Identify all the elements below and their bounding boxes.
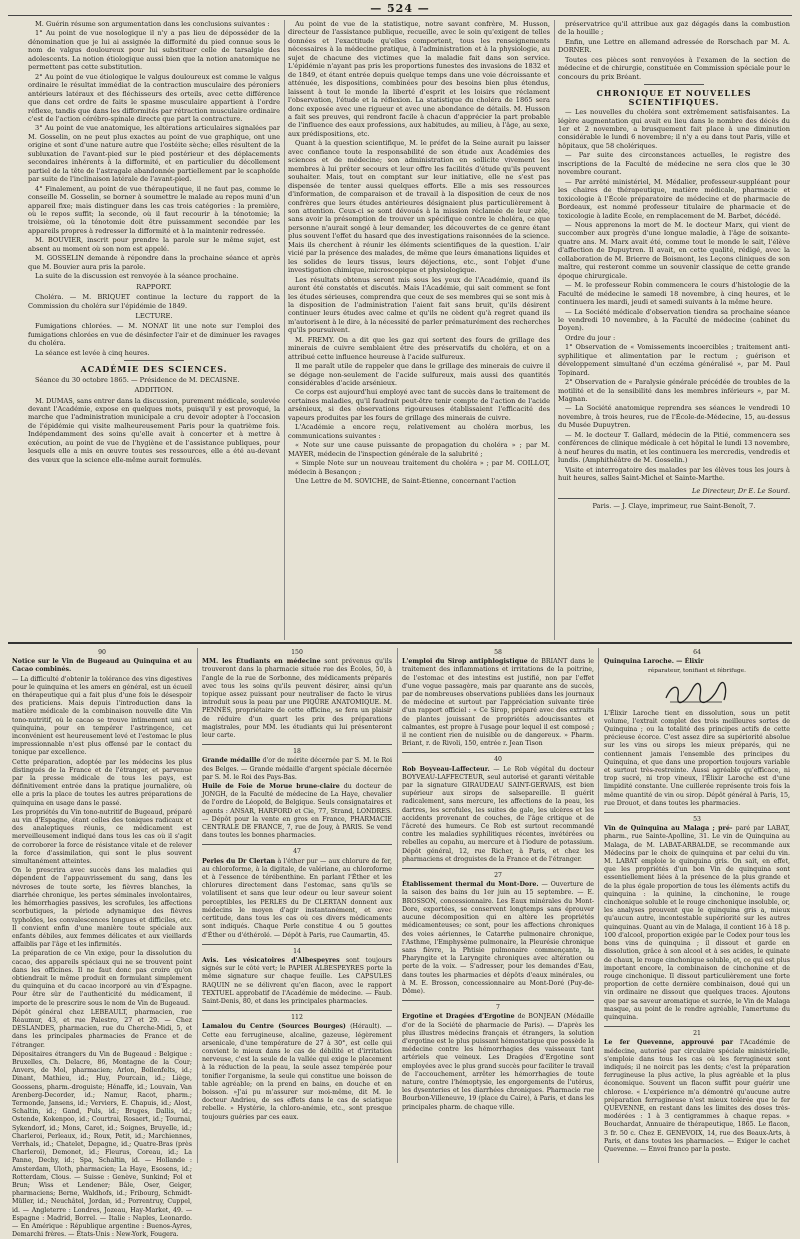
ad-text: (Hérault). — Cette eau ferrugineuse, alcaline, gazeuse, légèrement arsenicale, d'une température de 27 à 30°, est celle qui convient le mieux dans le cas de débilité et d'irritation nerveuse, c'est la seule de la vallée qui exige le placement à la réduction de la peau, la seule assez tempérée pour tonifier l'organisme, la seule qui constitue une boisson de table agréable; on la prend en bains, en douche et en boisson. »J'ai pu m'assurer sur moi-même, dit M. le docteur Andrieu, de ses effets dans le cas de sciatique rebelle. » Hystérie, la chloro-anémie, etc., sont presque toujours guéries par ces eaux. xyxy=(202,1023,392,1121)
paragraph: Fumigations chlorées. — M. NONAT lit une note sur l'emploi des fumigations chlorées en vue de désinfecter l'air et de diminuer les ravages du choléra. xyxy=(28,322,280,348)
ad-text: du docteur de JONGH, de la Faculté de médecine de La Haye, chevalier de l'ordre de Léopold, de Belgique. Seuls consignataires et agents : ANSAR, HARFORD et Cie, 77, Strand, LONDRES. — Dépôt pour la vente en gros en France, PHARMACIE CENTRALE DE FRANCE, 7, rue de Jouy, à PARIS. Se vend dans toutes les bonnes pharmacies. xyxy=(202,783,392,840)
ad-mont-dore xyxy=(402,881,594,996)
printer-line: Paris. — J. Claye, imprimeur, rue Saint-Benoît, 7. xyxy=(592,502,756,511)
director-signature: Le Directeur, Dr E. Le Sourd. xyxy=(691,486,790,495)
divider xyxy=(202,1010,392,1011)
ad-number: 18 xyxy=(293,748,301,756)
ad-title: Lamalou du Centre (Sources Bourges) xyxy=(202,1023,346,1031)
paragraph: M. GOSSELIN demande à répondre dans la prochaine séance et après que M. Bouvier aura pris la parole. xyxy=(28,254,280,271)
paragraph: Ce corps est aujourd'hui employé avec tant de succès dans le traitement de certaines maladies, qu'il faudrait peut-être tenir compte de l'action de l'acide arsénieux, si des observations rigoureuses établissaient l'efficacité des vapeurs produites par les fours de grillage des minerais de cuivre. xyxy=(288,388,550,422)
paragraph: — Par suite des circonstances actuelles, le registre des inscriptions de la Faculté de médecine ne sera clos que le 30 novembre courant. xyxy=(558,151,790,177)
academy-heading: ACADÉMIE DES SCIENCES. xyxy=(80,364,228,375)
ad-number: 40 xyxy=(494,756,502,764)
paragraph: Une Lettre de M. SOVICHE, de Saint-Étienne, concernant l'action xyxy=(295,477,516,486)
divider xyxy=(202,844,392,845)
divider xyxy=(202,744,392,745)
ad-paragraph: La préparation de ce Vin exige, pour la dissolution du cacao, des appareils spéciaux qui ne se trouvent point dans les officines. Il ne faut donc pas croire qu'on obtiendrait le même produit en formulant simplement du quinquina et du cacao incorporé au vin d'Espagne. Pour être sûr de l'authenticité du médicament, il importe de le prescrire sous le nom de Vin de Bugeaud. xyxy=(12,950,192,1007)
ad-title: Ergotine et Dragées d'Ergotine xyxy=(402,1013,515,1021)
ad-title: L'emploi du Sirop antiphlogistique xyxy=(402,658,528,666)
addition-heading: ADDITION. xyxy=(134,386,174,395)
lecture-heading: LECTURE. xyxy=(135,311,173,320)
paragraph: La suite de la discussion est renvoyée à la séance prochaine. xyxy=(35,272,239,281)
column-divider xyxy=(598,648,599,1163)
divider xyxy=(558,498,790,499)
divider xyxy=(124,360,184,361)
ad-subtitle: réparateur, tonifiant et fébrifuge. xyxy=(648,668,746,675)
ad-title: Notice sur le Vin de Bugeaud au Quinquina et au Cacao combinés. xyxy=(12,658,192,674)
ad-sirop-briant xyxy=(402,658,594,748)
ad-number: 47 xyxy=(293,848,301,856)
ad-text: l'Académie de médecine, autorisé par circulaire spéciale ministérielle, s'emploie dans tous les cas où les ferrugineux sont indiqués; il ne noircit pas les dents; c'est la préparation ferrugineuse la plus active, la plus agréable et la plus économique. Souvent un flacon suffit pour guérir une chlorose. « L'expérience m'a démontré qu'aucune autre préparation ferrugineuse n'est mieux tolérée que le fer QUEVENNE, en restant dans les limites des doses très-modérées : 1 à 3 centigrammes à chaque repas. » Bouchardat, Annuaire de thérapeutique, 1865. Le flacon, 3 fr. 50 c. Chez E. GENEVOIX, 14, rue des Beaux-Arts, à Paris, et dans toutes les pharmacies. — Exiger le cachet Quevenne. — Envoi franco par la poste. xyxy=(604,1039,790,1153)
paragraph: Ordre du jour : xyxy=(565,333,616,342)
paragraph: 2° Au point de vue étiologique le valgus douloureux est comme le valgus ordinaire le résultat immédiat de la contraction musculaire des péroniers antérieurs latéraux et des fléchisseurs des orteils, avec cette différence que dans cet ordre de faits le spasme musculaire appartient à l'ordre réflexe, tandis que dans les difformités par rétraction musculaire ordinaire c'est de l'action cérébro-spinale directe que part la contracture. xyxy=(28,72,280,123)
ad-number: 21 xyxy=(693,1030,701,1038)
ad-number: 112 xyxy=(291,1014,303,1022)
paragraph: La séance est levée à cinq heures. xyxy=(35,348,150,357)
divider xyxy=(604,1026,790,1027)
column-left xyxy=(28,20,280,642)
ad-paragraph: Dépositaires étrangers du Vin de Bugeaud : Belgique : Bruxelles, Ch. Delacre, 86, Montagne de la Cour; Anvers, de Mol, pharmacien; Arlon, Bollenfelts, id.; Dinant, Mathieu, id.; Huy, Pourcain, id.; Liège, Goossens, pharm.-droguiste; Hénaffe, id.; Louvain, Van Arenberg-Decorder, id.; Namur, Racot, pharm.; Termonde, Jansens, id.; Verviers, E. Chapuis, id.; Alost, Schaltin, id.; Gand, Puls, id.; Bruges, Dallis, id.; Ostende, Kokenpoo, id.; Courtrai, Rosaert, id.; Tournai, Sykendorf, id.; Mons, Caret, id.; Soignes, Bruyelle, id.; Charleroi, Perleaux, id.; Roux, Petit, id.; Marchiennes, Verrhals, id.; Chatelet, Depagne, id.; Quatre-Bras (près Charleroi), Demonet, id.; Fleurus, Coreau, id.; La Panne, Dechy, id.; Spa, Schaltin, id. — Hollande : Amsterdam, Uloth, pharmacien; La Haye, Esosens, id.; Rotterdam, Clous. — Suisse : Genève, Sunkind; Fol et Brun; Wiss et Lendener; Bâle, Oser, Geiger, pharmaciens; Berne, Waldhofs, id.; Fribourg, Schmidt-Müller, id.; Neuchâtel, Jordan, id.; Porrentruy, Cuppel, id. — Angleterre : Londres, Jozeau, Hay-Market, 49. — Espagne : Madrid, Borrel. — Italie : Naples, Leonardo. — En Amérique : République argentine : Buenos-Ayres, Demarchi frères. — États-Unis : New-York, Fougera. xyxy=(12,1050,192,1239)
ad-number: 90 xyxy=(98,649,106,656)
paragraph: « Note sur une cause puissante de propagation du choléra » ; par M. MAYER, médecin de l'inspection générale de la salubrité ; xyxy=(288,441,550,458)
page-number: — 524 — xyxy=(370,2,430,15)
ad-number: 7 xyxy=(496,1004,500,1012)
column-divider xyxy=(554,20,555,640)
ad-paragraph: On le prescrira avec succès dans les maladies qui dépendent de l'appauvrissement du sang, dans les névroses de toute sorte, les fièvres blanches, la diarrhée chronique, les pertes séminales involontaires, les hémorrhagies passives, les scrofules, les affections scorbutiques, la période adynamique des fièvres typhoïdes, les convalescences longues et difficiles, etc. Il convient enfin d'une manière toute spéciale aux enfants débiles, aux femmes délicates et aux vieillards affaiblis par l'âge et les infirmités. xyxy=(12,867,192,949)
session-line: Séance du 30 octobre 1865. — Présidence de M. DECAISNE. xyxy=(35,375,240,384)
paragraph: Toutes ces pièces sont renvoyées à l'examen de la section de médecine et de chirurgie, constituée en Commission spéciale pour le concours du prix Bréant. xyxy=(558,55,790,81)
column-divider xyxy=(197,648,198,1163)
divider xyxy=(604,812,790,813)
column-divider xyxy=(397,648,398,1163)
ad-text: — Le Rob végétal du docteur BOYVEAU-LAFFECTEUR, seul autorisé et garanti véritable par la signature GIRAUDEAU SAINT-GERVAIS, est bien supérieur aux sirops de salsepareille. Il guérit radicalement, sans mercure, les affections de la peau, les dartres, les scrofules, les suites de gale, les ulcères et les accidents provenant de couches, de l'âge critique et de l'âcreté des humeurs. Ce Rob est surtout recommandé contre les maladies syphilitiques récentes, invétérées ou rebelles au copahu, au mercure et à l'iodure de potassium. Dépôt général, 12, rue Richer, à Paris, et chez les pharmaciens et droguistes de la France et de l'étranger. xyxy=(402,765,594,863)
ad-title: Perles du Dr Clertan xyxy=(202,857,276,865)
ad-etudiants xyxy=(202,658,392,740)
ad-text: sont toujours signés sur le côté vert; le PAPIER ALBESPEYRES porte la même signature sur chaque feuille. Les CAPSULES RAQUIN ne se délivrent qu'en flacon, avec le rapport TEXTUEL approbatif de l'Académie de médecine. — Faub. Saint-Denis, 80, et dans les principales pharmacies. xyxy=(202,956,392,1005)
ad-text: — Ouverture de la saison des bains du 1er juin au 15 septembre. — E. BROSSON, concessionnaire. Les Eaux minérales du Mont-Dore, exportées, se conservent longtemps sans éprouver aucune décomposition qui en altère les propriétés médicamenteuses; ce sont, pour les affections chroniques des voies aériennes, le Catarrhe pulmonaire chronique, l'Asthme, l'Emphysème pulmonaire, la Pleurésie chronique sans fièvre, la Phtisie pulmonaire commençante, la Pharyngite et la Laryngite chroniques avec altération ou perte de la voix. — S'adresser, pour les demandes d'Eau, dans toutes les pharmacies et dépôts d'eaux minérales, ou à M. E. Brosson, concessionnaire au Mont-Doré (Puy-de-Dôme). xyxy=(402,881,594,995)
ad-paragraph: Cette préparation, adoptée par les médecins les plus distingués de la France et de l'étranger, et parvenue par la presse médicale de tous les pays, est définitivement entrée dans la pratique journalière, où elle a pris la place de toutes les autres préparations de quinquina en usage dans le passé. xyxy=(12,758,192,807)
column-divider xyxy=(284,20,285,640)
paragraph: 1° Observation de « Vomissements incoercibles ; traitement anti-syphilitique et alimentation par le rectum ; guérison et développement simultané d'un eczéma généralisé », par M. Paul Topinard. xyxy=(558,343,790,377)
ad-medaille xyxy=(202,757,392,840)
ad-text: L'Élixir Laroche tient en dissolution, sous un petit volume, l'extrait complet des trois meilleures sortes de Quinquina ; ou la totalité des principes actifs de cette précieuse écorce. C'est assez dire sa supériorité absolue sur les vins ou sirops les mieux préparés, qui ne contiennent jamais l'ensemble des principes du Quinquina, et que dans une proportion toujours variable et surtout très-restreinte. Aussi agréable qu'efficace, ni trop sucré, ni trop vineux, l'Élixir Laroche est d'une limpidité constante. Une cuillerée représente trois fois la même quantité de vin ou sirop. Dépôt général à Paris, 15, rue Drouot, et dans toutes les pharmacies. xyxy=(604,709,790,807)
ad-title: Le fer Quevenne, approuvé par xyxy=(604,1039,734,1047)
paragraph: M. DUMAS, sans entrer dans la discussion, purement médicale, soulevée devant l'Académie, expose en quelques mots, puisqu'il y est provoqué, la marche que l'administration municipale a cru devoir adopter à l'occasion de l'épidémie qui visite malheureusement Paris pour la quatrième fois. Indépendamment des soins qu'elle avait à concerter et à mettre à exécution, au point de vue de l'hygiène et de l'assistance publiques, pour lesquels elle a mis en œuvre toutes ses ressources, elle a été au-devant des vœux que la science elle-même aurait formulés. xyxy=(28,396,280,464)
paragraph: M. Guérin résume son argumentation dans les conclusions suivantes : xyxy=(35,20,270,28)
paragraph: préservatrice qu'il attribue aux gaz dégagés dans la combustion de la houille ; xyxy=(558,20,790,37)
divider xyxy=(402,868,594,869)
divider xyxy=(402,1000,594,1001)
ad-title: Huile de Foie de Morue brune-claire xyxy=(202,783,340,791)
paragraph: M. FREMY. On a dit que les gaz qui sortent des fours de grillage des minerais de cuivre semblaient être des préservatifs du choléra, et on a attribué cette influence heureuse à l'acide sulfureux. xyxy=(288,335,550,361)
ad-text: de BRIANT dans le traitement des inflammations et irritations de la poitrine, de l'estomac et des intestins est justifié, non par l'effet d'une vogue passagère, mais par quarante ans de succès, par de nombreuses observations publiées dans les journaux de médecine et surtout par l'appréciation suivante tirée d'un rapport officiel : « Ce Sirop, préparé avec des extraits de plantes jouissant de propriétés adoucissantes et calmantes, est propre à l'usage pour lequel il est composé ; il ne contient rien de nuisible ou de dangereux. » Pharm. Briant, r. de Rivoli, 150, entrée r. Jean Tison xyxy=(402,658,594,748)
ad-number: 58 xyxy=(494,649,502,656)
ad-title: MM. les Étudiants en médecine xyxy=(202,658,321,666)
paragraph: — Par arrêté ministériel, M. Médalier, professeur-suppléant pour les chaires de thérapeutique, matière médicale, pharmacie et toxicologie à l'École préparatoire de médecine et de pharmacie de Bordeaux, est nommé professeur titulaire de pharmacie et de toxicologie à ladite École, en remplacement de M. Barbet, décédé. xyxy=(558,177,790,220)
ad-title: Quinquina Laroche. — Élixir xyxy=(604,658,704,666)
ad-paragraph: Les propriétés du Vin tono-nutritif de Bugeaud, préparé au vin d'Espagne, étant celles des toniques radicaux et des analeptiques réunis, ce médicament est merveilleusement indiqué dans tous les cas où il s'agit de corroborer la force de résistance vitale et de relever la force d'assimilation, qui sont le plus souvent simultanément atteintes. xyxy=(12,808,192,866)
ad-quinquina-laroche xyxy=(604,658,790,808)
paragraph: — Nous apprenons la mort de M. le docteur Marx, qui vient de succomber aux progrès d'une longue maladie, à l'âge de soixante-quatre ans. M. Marx avait été, comme tout le monde le sait, l'élève d'affection de Dupuytren. Il avait, en cette qualité, rédigé, avec la collaboration de M. Brierre de Boismont, les Leçons cliniques de son maître, qui resteront comme un souvenir classique de cette grande époque chirurgicale. xyxy=(558,220,790,280)
ad-number: 53 xyxy=(693,816,701,824)
divider xyxy=(644,84,704,85)
paragraph: L'Académie a encore reçu, relativement au choléra morbus, les communications suivantes : xyxy=(288,423,550,440)
advertising-divider xyxy=(8,642,792,644)
ad-fer-quevenne xyxy=(604,1039,790,1154)
paragraph: Les résultats obtenus seront mis sous les yeux de l'Académie, quand ils auront été constatés et discutés. Mais l'Académie, qui sait comment se font les études sérieuses, comprendra que ceux de ses membres qui se sont mis à la disposition de l'administration l'aient fait sans bruit, qu'ils désirent continuer leurs études avec calme et qu'ils ne cèdent qu'à regret quand ils m'autorisent à le dire, à la nécessité de parler prématurément des recherches qu'ils poursuivent. xyxy=(288,275,550,335)
ad-paragraph: Dépôt général chez LEBEAULT, pharmacien, rue Réaumur, 43, et rue Palestro, 27 et 29. — Chez DESLANDES, pharmacien, rue du Cherche-Midi, 5, et dans les principales pharmacies de France et de l'étranger. xyxy=(12,1008,192,1049)
paragraph: — M. le professeur Robin commencera le cours d'histologie de la Faculté de médecine le samedi 18 novembre, à cinq heures, et le continuera les mardi, jeudi et samedi suivants à la même heure. xyxy=(558,281,790,307)
paragraph: Choléra. — M. BRIQUET continue la lecture du rapport de la Commission du choléra sur l'épidémie de 1849. xyxy=(28,293,280,310)
paragraph: Visite et interrogatoire des malades par les élèves tous les jours à huit heures, salles Saint-Michel et Sainte-Marthe. xyxy=(558,465,790,483)
ad-title: Vin de Quinquina au Malaga ; pré- xyxy=(604,825,733,833)
ad-paragraph: — La difficulté d'obtenir la tolérance des vins digestives pour le quinquina et les amers en général, est un écueil en thérapeutique qui a fait plus d'une fois le désespoir des praticiens. Mais depuis l'introduction dans la matière médicale de la combinaison nouvelle dite Vin tono-nutritif, où le cacao se trouve intimement uni au quinquina, pour en tempérer l'astringence, cet inconvénient est heureusement levé et l'estomac le plus impressionnable n'est plus offensé par le contact du tonique par excellence. xyxy=(12,675,192,757)
ad-column-3 xyxy=(402,648,594,1163)
paragraph: — M. le docteur T. Gallard, médecin de la Pitié, commencera ses conférences de clinique médicale à cet hôpital le lundi 13 novembre, à neuf heures du matin, et les continuera les mercredis, vendredis et lundis. (Amphithéâtre de M. Gosselin.) xyxy=(558,430,790,465)
ad-albespeyres xyxy=(202,957,392,1006)
ad-clertan xyxy=(202,858,392,940)
ad-vin-malaga xyxy=(604,825,790,1022)
paragraph: Il me paraît utile de rappeler que dans le grillage des minerais de cuivre il se dégage non-seulement de l'acide sulfureux, mais aussi des quantités considérables d'acide arsénieux. xyxy=(288,362,550,388)
paragraph: Quant à la question scientifique, M. le préfet de la Seine aurait pu laisser avec confiance toute la responsabilité de son étude aux Académies des sciences et de médecine; son administration en sollicite vivement les membres à lui prêter secours et leur offre les facilités d'étude qu'ils peuvent souhaiter. Mais, tout en comptant sur leur initiative, elle ne s'est pas dispensée de tenter aussi quelques efforts. Elle a mis ses ressources d'information, de comparaison et de travail à la disposition de ceux de nos confrères que leurs études antérieures désignaient plus particulièrement à son attention. Ceux-ci se sont dévoués à la mission réclamée de leur zèle, sans avoir la présomption de trouver un spécifique contre le choléra, ce que personne n'aurait songé à leur demander, les découvertes de ce genre étant plus souvent l'effet du hasard que des investigations raisonnées de la science. Mais ils cherchent à réunir les éléments scientifiques de la question. L'air vicié par la présence des malades, de même que leurs émanations liquides et les solides de leurs tissus, leurs déjections, etc., sont l'objet d'une investigation chimique, microscopique et physiologique. xyxy=(288,139,550,275)
ad-column-2 xyxy=(202,648,392,1163)
paragraph: 4° Finalement, au point de vue thérapeutique, il ne faut pas, comme le conseille M. Gosselin, se borner à soumettre le malade au repos muni d'un appareil fixe; mais distinguer dans les cas trois catégories : la première, où le repos suffit; la seconde, où il faut recourir à la ténotomie; la troisième, où la ténotomie doit être puissamment secondée par les appareils propres à redresser la difformité et à la maintenir redressée. xyxy=(28,184,280,235)
ad-text: à l'éther pur — aux chlorure de fer, au chloroforme, à la digitale, de valériane, au chloroforme et à l'essence de térébenthine. En parlant l'Éther et les chlorures directement dans l'estomac, sans qu'ils se volatilisent et sans que leur odeur ou leur saveur soient perceptibles, les PERLES du Dr CLERTAN donnent aux médecins le moyen d'agir instantanément, et avec certitude, dans tous les cas où ces divers médicaments sont indiqués. Chaque Perle constitue 4 ou 5 gouttes d'Éther ou d'éthérolé. — Dépôt à Paris, rue Caumartin, 45. xyxy=(202,857,392,939)
ad-title: Établissement thermal du Mont-Dore. xyxy=(402,881,539,889)
ad-number: 150 xyxy=(291,649,303,656)
ad-title: Avis. Les vésicatoires d'Albespeyres xyxy=(202,956,340,964)
ad-column-4 xyxy=(604,648,790,1163)
rapport-heading: RAPPORT. xyxy=(136,282,172,291)
ad-title: Grande médaille xyxy=(202,757,261,765)
paragraph: 1° Au point de vue nosologique il n'y a pas lieu de déposséder de la dénomination que je lui ai assignée la difformité du pied connue sous le nom de valgus douloureux pour lui substituer celle de tarsalgie des adolescents. La notion étiologique aussi bien que la notion anatomique ne permettent pas cette substitution. xyxy=(28,29,280,72)
ad-column-1 xyxy=(12,648,192,1239)
ad-ergotine xyxy=(402,1013,594,1111)
ad-number: 14 xyxy=(293,947,301,955)
ad-title: Rob Boyveau-Laffecteur. xyxy=(402,765,490,773)
ad-text: d'or de mérite décernée par S. M. le Roi des Belges. — Grande médaille d'argent spéciale décernée par S. M. le Roi des Pays-Bas. xyxy=(202,757,392,781)
divider xyxy=(402,752,594,753)
paragraph: « Simple Note sur un nouveau traitement du choléra » ; par M. COILLOT, médecin à Besançon ; xyxy=(288,459,550,476)
column-middle xyxy=(288,20,550,642)
ad-rob-boyveau xyxy=(402,766,594,864)
paragraph: — La Société anatomique reprendra ses séances le vendredi 10 novembre, à trois heures, rue de l'École-de-Médecine, 15, au-dessus du Musée Dupuytren. xyxy=(558,404,790,430)
top-rule xyxy=(8,15,792,16)
paragraph: 2° Observation de « Paralysie générale précédée de troubles de la motilité et de la sensibilité dans les membres inférieurs », par M. Magnan. xyxy=(558,378,790,404)
ad-lamalou xyxy=(202,1023,392,1121)
ad-number: 27 xyxy=(494,872,502,880)
chronicle-heading: CHRONIQUE ET NOUVELLES SCIENTIFIQUES. xyxy=(596,88,752,107)
ad-text: de BONJEAN (Médaille d'or de la Société de pharmacie de Paris). — D'après les plus illustres médecins français et étrangers, la solution d'ergotine est le plus puissant hémostatique que possède la médecine contre les hémorrhagies des vaisseaux tant artériels que veineux. Les Dragées d'Ergotine sont employées avec le plus grand succès pour faciliter le travail de l'accouchement, arrêter les hémorrhagies de toute nature, contre l'hémoptysie, les engorgements de l'utérus, les dysenteries et les diarrhées chroniques. Pharmacie rue Bourbon-Villeneuve, 19 (place du Caire), à Paris, et dans les principales pharm. de chaque ville. xyxy=(402,1013,594,1111)
divider xyxy=(202,944,392,945)
ad-bugeaud xyxy=(12,658,192,1239)
ad-text: paré par LABAT, pharm., rue Sainte-Apolline, 31. Le vin de Quinquina au Malaga, de M. LABAT-ARBALDE, se recommande aux Médecins par le choix de quinquina et par celui du vin. M. LABAT emploie le quinquina gris. On sait, en effet, que les propriétés d'un bon Vin de quinquina sont essentiellement liées à la présence de la plus grande et de la plus égale proportion de tous les éléments actifs du quinquina : la quinine, la cinchonine, le rouge cinchonique soluble et le rouge cinchonique insoluble, or, les analyses prouvent que le quinquina gris a, mieux qu'aucun autre, incontestable supériorité sur les autres quinquinas. Quant au vin de Malaga, il contient 16 à 18 p. 100 d'alcool, proportion exigée par le Codex pour tous les bons vins de quinquina ; il dissout et garde en dissolution, grâce à son alcool et à ses acides, le quinate de chaux, le rouge cinchonique soluble, et, ce qui est plus important encore, la combinaison de cinchonine et de rouge cinchonique. Il dissout particulièrement une forte proportion de cette dernière combinaison, doué qui un vin ordinaire ne dissout que quelques traces. Ajoutons que par sa saveur aromatique et sucrée, le Vin de Malaga masque, au point de le rendre agréable, l'amertume du quinquina. xyxy=(604,825,790,1021)
laroche-signature-icon xyxy=(662,680,732,706)
paragraph: 3° Au point de vue anatomique, les altérations articulaires signalées par M. Gosselin, on ne peut plus exactes au point de vue graphique, ont une origine et sont d'une nature autre que l'ostéite sèche; elles résultent de la subluxation de l'avant-pied sur le pied postérieur et des déplacements secondaires inhérents à la difformité, et en particulier du décollement partiel de la tête de l'astragale abandonnée partiellement par le scaphoïde par suite de l'inclinaison latérale de l'avant-pied. xyxy=(28,124,280,184)
column-right xyxy=(558,20,790,660)
ad-text: sont prévenus qu'ils trouveront dans la pharmacie située rue des Écoles, 50, à l'angle de la rue de Sorbonne, des médicaments préparés avec tous les soins qu'ils peuvent désirer, ainsi qu'un topique assez puissant pour neutraliser de facto le virus introduit sous la peau par une PIQÛRE ANATOMIQUE. M. PENNÈS, propriétaire de cette officine, se fera un plaisir de réduire d'un quart les prix des préparations magistrales, pour MM. les étudiants qui lui présenteront leur carte. xyxy=(202,658,392,740)
paragraph: M. BOUVIER, inscrit pour prendre la parole sur le même sujet, est absent au moment où son nom est appelé. xyxy=(28,236,280,253)
paragraph: Enfin, une Lettre en allemand adressée de Rorschach par M. A. DORNER. xyxy=(558,37,790,55)
paragraph: Au point de vue de la statistique, notre savant confrère, M. Husson, directeur de l'assistance publique, recueille, avec le soin qu'exigent de telles données et l'exactitude qu'elles comportent, tous les renseignements nécessaires à la médecine pratique, à l'administration et à la physiologie, au sujet de chacune des victimes que la maladie fait dans son service. L'épidémie n'ayant pas pris les proportions funestes des invasions de 1832 et de 1849, et étant entrée depuis quelque temps dans une voie décroissante et atténuée, les dispositions, combinées pour des besoins bien plus étendus, laissent à tout le monde la liberté d'esprit et les loisirs que réclament l'observation, l'étude et la réflexion. La statistique du choléra de 1865 sera donc exposée avec une rigueur et avec une abondance de détails. M. Husson a fait ses preuves, qui rendront facile à chacun d'apprécier la part probable de l'influence des eaux professions, aux habitudes, au milieu, à l'âge, au sexe, aux prédispositions, etc. xyxy=(288,20,550,138)
paragraph: — Les nouvelles du choléra sont extrêmement satisfaisantes. La légère augmentation qui avait eu lieu dans le nombre des décès du 1er et 2 novembre, a brusquement fait place à une diminution considérable le lundi 6 novembre; il n'y a eu dans tout Paris, ville et hôpitaux, que 58 cholériques. xyxy=(558,108,790,150)
paragraph: — La Société médicale d'observation tiendra sa prochaine séance le vendredi 10 novembre, à la Faculté de médecine (cabinet du Doyen). xyxy=(558,307,790,333)
ad-number: 64 xyxy=(693,649,701,656)
